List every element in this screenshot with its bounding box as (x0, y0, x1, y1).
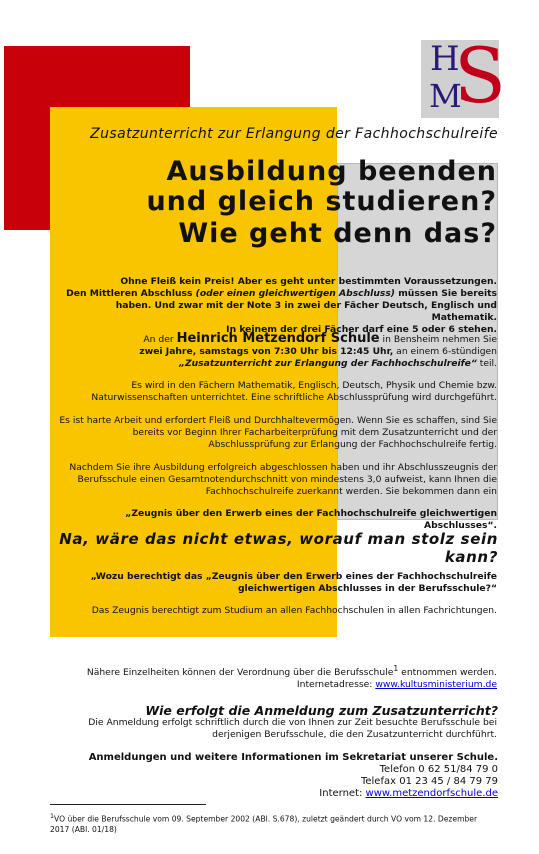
contact-heading: Anmeldungen und weitere Informationen im Sekretariat unserer Schule. (88, 752, 498, 763)
hms-logo (421, 31, 507, 120)
school-website-link[interactable]: www.metzendorfschule.de (365, 788, 498, 799)
regulation-paragraph (55, 663, 497, 691)
registration-heading: Wie erfolgt die Anmeldung zum Zusatzunterricht? (145, 703, 498, 718)
schedule-text-a: An der (143, 334, 177, 345)
school-name: Heinrich Metzendorf Schule (176, 331, 380, 346)
footnote-marker: 1 (393, 664, 399, 673)
entitlement-question: „Wozu berechtigt das „Zeugnis über den Erwerb eines der Fachhochschulreife gleichwertigen Abschlusses in der Berufsschule?“ (90, 571, 497, 594)
requirements-paragraph (55, 276, 497, 336)
contact-block (50, 764, 498, 800)
internet-label: Internetadresse: (296, 678, 376, 690)
contact-fax: Telefax 01 23 45 / 84 79 79 (360, 776, 498, 787)
registration-text: Die Anmeldung erfolgt schriftlich durch die von Ihnen zur Zeit besuchte Berufsschule bei derjenigen Berufsschule, die den Zusatzunterricht durchführt. (88, 717, 497, 740)
requirements-text-italic: (oder einen gleichwertigen Abschluss) (195, 287, 395, 299)
schedule-time: zwei Jahre, samstags von 7:30 Uhr bis 12:45 Uhr, (139, 345, 394, 357)
course-name: „Zusatzunterricht zur Erlangung der Fachhochschulreife“ (179, 357, 477, 369)
requirements-text-a: Den Mittleren Abschluss (66, 287, 196, 299)
subtitle: Zusatzunterricht zur Erlangung der Fachhochschulreife (90, 126, 498, 142)
regulation-text-a: Nähere Einzelheiten können der Verordnung über die Berufsschule (86, 667, 394, 679)
footnote-number: 1 (50, 813, 55, 820)
logo-letter-s: S (454, 31, 507, 120)
subjects-paragraph: Es wird in den Fächern Mathematik, Englisch, Deutsch, Physik und Chemie bzw. Naturwissenschaften unterrichtet. Eine schriftliche Abschlussprüfung wird durchgeführt. (91, 380, 497, 403)
headline-line-3: Wie geht denn das? (178, 218, 497, 249)
requirements-text-c: In keinem der drei Fächer darf eine 5 oder 6 stehen. (226, 323, 497, 335)
headline-line-2: und gleich studieren? (146, 186, 497, 217)
footnote-divider (50, 804, 206, 805)
effort-paragraph: Es ist harte Arbeit und erfordert Fleiß und Durchhaltevermögen. Wenn Sie es schaffen, sind Sie bereits vor Beginn Ihrer Facharbeiterprüfung mit dem Zusatzunterricht und der Abschlussprüfung zur Erlangung der Fachhochschulreife fertig. (59, 415, 497, 450)
entitlement-answer: Das Zeugnis berechtigt zum Studium an allen Fachhochschulen in allen Fachrichtungen. (91, 605, 497, 616)
schedule-text-b: in Bensheim nehmen Sie (379, 334, 497, 345)
requirements-text-b: müssen Sie bereits haben. Und zwar mit der Note 3 in zwei der Fächer Deutsch, Englisch und Mathematik. (115, 287, 497, 323)
certificate-name: „Zeugnis über den Erwerb eines der Fachhochschulreife gleichwertigen Abschlusses“. (125, 508, 497, 531)
logo-letter-h: H (430, 39, 460, 79)
regulation-text-b: entnommen werden. (398, 667, 497, 679)
footnote (50, 812, 490, 835)
qualification-paragraph: Nachdem Sie ihre Ausbildung erfolgreich abgeschlossen haben und ihr Abschlusszeugnis der Berufsschule einen Gesamtnotendurchschnitt von mindestens 3,0 aufweist, kann Ihnen die Fachhochschulreife zuerkannt werden. Sie bekommen dann ein (69, 462, 497, 497)
footnote-text: VO über die Berufsschule vom 09. September 2002 (ABl. S.678), zuletzt geändert durch VO vom 12. Dezember 2017 (ABl. 01/18) (50, 814, 478, 834)
requirements-intro: Ohne Fleiß kein Preis! Aber es geht unter bestimmten Voraussetzungen. (120, 276, 497, 287)
schedule-text-d: teil. (476, 357, 497, 369)
motivation-question: Na, wäre das nicht etwas, worauf man stolz sein kann? (59, 530, 498, 566)
contact-internet (50, 788, 498, 800)
contact-internet-label: Internet: (319, 788, 366, 799)
headline-line-1: Ausbildung beenden (166, 156, 497, 187)
schedule-text-c: an einem 6-stündigen (393, 345, 497, 357)
schedule-paragraph (55, 333, 497, 370)
contact-phone: Telefon 0 62 51/84 79 0 (379, 764, 498, 775)
logo-letter-m: M (429, 77, 462, 115)
kultusministerium-link[interactable]: www.kultusministerium.de (375, 678, 497, 690)
